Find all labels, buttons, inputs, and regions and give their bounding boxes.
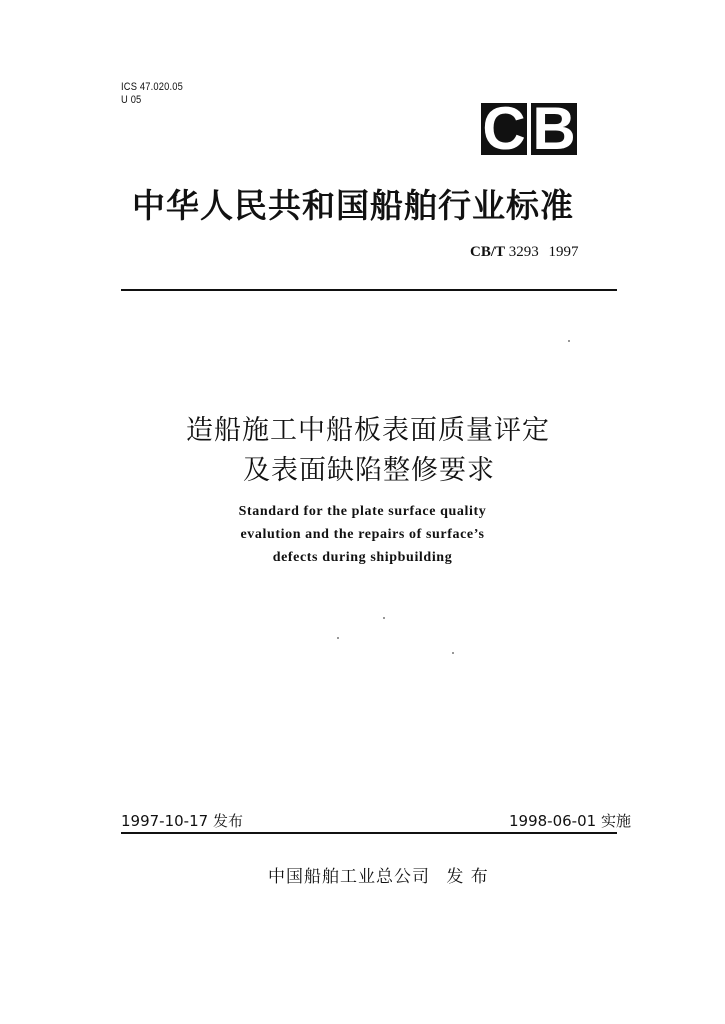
ics-code: ICS 47.020.05 (121, 81, 183, 93)
industry-standard-title: 中华人民共和国船舶行业标准 (132, 186, 574, 225)
standard-code: CB/T (470, 244, 506, 260)
cb-logo (481, 95, 577, 162)
standard-year: 1997 (548, 244, 579, 260)
title-en (0, 500, 725, 569)
scan-speck (337, 637, 339, 639)
title-en-line1: Standard for the plate surface quality (238, 504, 487, 519)
publisher (268, 862, 489, 887)
issue-date (121, 810, 243, 831)
title-zh-line2: 及表面缺陷整修要求 (243, 455, 495, 486)
bottom-divider (121, 832, 617, 834)
top-divider (121, 289, 617, 291)
u-code: U 05 (121, 94, 142, 106)
title-en-line2: evalution and the repairs of surface’s (240, 527, 485, 542)
issue-label: 发布 (212, 812, 243, 830)
cb-logo-letter-b: B (532, 95, 576, 162)
publisher-name: 中国船舶工业总公司 (268, 867, 430, 887)
implementation-label: 实施 (600, 812, 631, 830)
classification-codes (121, 81, 183, 107)
scan-speck (383, 617, 385, 619)
standard-number (470, 244, 579, 261)
implementation-date (509, 810, 631, 831)
implementation-date-value: 1998-06-01 (509, 812, 597, 830)
issue-date-value: 1997-10-17 (121, 812, 209, 830)
scan-speck (568, 340, 570, 342)
title-zh-line1: 造船施工中船板表面质量评定 (186, 415, 550, 446)
publisher-label: 发 布 (446, 867, 489, 887)
scan-speck (452, 652, 454, 654)
title-en-line3: defects during shipbuilding (272, 550, 453, 565)
cb-logo-letter-c: C (482, 95, 526, 162)
standard-number-value: 3293 (508, 244, 539, 260)
